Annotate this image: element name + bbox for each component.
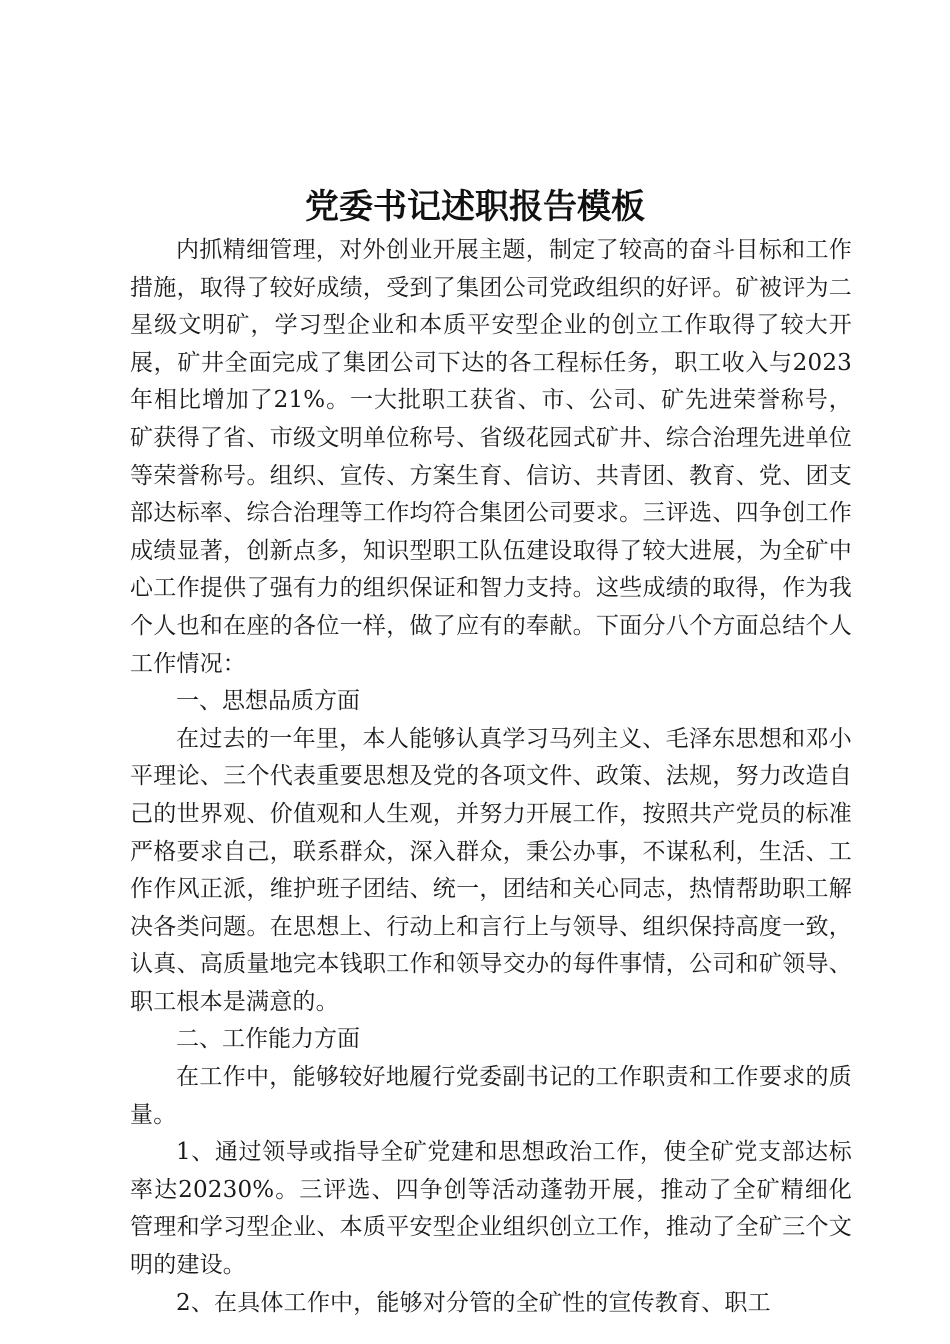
section-heading-ideology: 一、思想品质方面 [176, 688, 360, 715]
paragraph-ability-item-2: 2、在具体工作中，能够对分管的全矿性的宣传教育、职工 [176, 1289, 771, 1316]
paragraph-ability-item-1: 1、通过领导或指导全矿党建和思想政治工作，使全矿党支部达标率达20230%。三评选、四争创等活动蓬勃开展，推动了全矿精细化管理和学习型企业、本质平安型企业组织创立工作，推动了全矿三个文明的建设。 [130, 1139, 852, 1279]
document-title: 党委书记述职报告模板 [305, 187, 645, 227]
paragraph-ideology: 在过去的一年里，本人能够认真学习马列主义、毛泽东思想和邓小平理论、三个代表重要思想及党的各项文件、政策、法规，努力改造自己的世界观、价值观和人生观，并努力开展工作，按照共产党员的标准严格要求自己，联系群众，深入群众，秉公办事，不谋私利，生活、工作作风正派，维护班子团结、统一，团结和关心同志，热情帮助职工解决各类问题。在思想上、行动上和言行上与领导、组织保持高度一致，认真、高质量地完本钱职工作和领导交办的每件事情，公司和矿领导、职工根本是满意的。 [130, 725, 852, 1015]
document-body [130, 232, 852, 1322]
paragraph-ability-intro: 在工作中，能够较好地履行党委副书记的工作职责和工作要求的质量。 [130, 1064, 852, 1128]
paragraph-intro: 内抓精细管理，对外创业开展主题，制定了较高的奋斗目标和工作措施，取得了较好成绩，受到了集团公司党政组织的好评。矿被评为二星级文明矿，学习型企业和本质平安型企业的创立工作取得了较大开展，矿井全面完成了集团公司下达的各工程标任务，职工收入与2023年相比增加了21%。一大批职工获省、市、公司、矿先进荣誉称号，矿获得了省、市级文明单位称号、省级花园式矿井、综合治理先进单位等荣誉称号。组织、宣传、方案生育、信访、共青团、教育、党、团支部达标率、综合治理等工作均符合集团公司要求。三评选、四争创工作成绩显著，创新点多，知识型职工队伍建设取得了较大进展，为全矿中心工作提供了强有力的组织保证和智力支持。这些成绩的取得，作为我个人也和在座的各位一样，做了应有的奉献。下面分八个方面总结个人工作情况： [130, 237, 852, 677]
section-heading-ability: 二、工作能力方面 [176, 1026, 360, 1053]
